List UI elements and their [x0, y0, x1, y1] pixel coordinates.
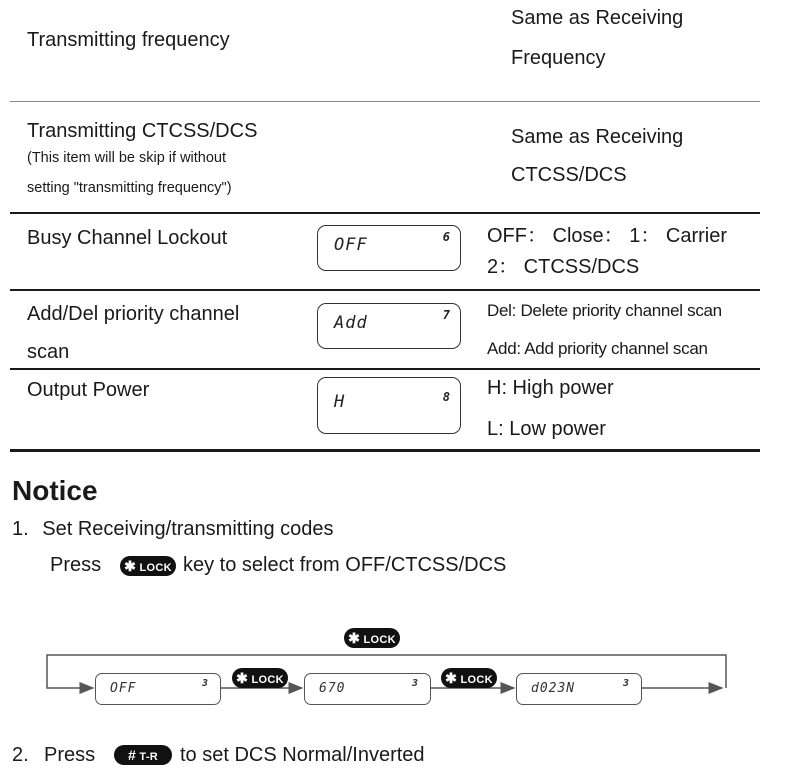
row-desc: CTCSS/DCS: [511, 164, 627, 186]
row-label: Busy Channel Lockout: [27, 227, 228, 249]
lcd-number: 7: [442, 308, 450, 322]
press-instruction: key to select from OFF/CTCSS/DCS: [183, 554, 507, 576]
cycle-display-text: OFF: [110, 681, 137, 696]
row-label: scan: [27, 341, 70, 363]
cycle-diagram: [0, 600, 797, 730]
lcd-display: [317, 303, 461, 349]
row-label: Output Power: [27, 379, 150, 401]
row-desc: Add: Add priority channel scan: [487, 339, 708, 358]
cycle-display-text: d023N: [531, 681, 576, 696]
notice-title: Notice: [12, 475, 98, 506]
row-desc: Frequency: [511, 47, 606, 69]
row-desc: OFF： Close： 1： Carrier: [487, 225, 728, 247]
lock-key-icon: ✱ LOCK: [120, 556, 176, 576]
row-note: setting "transmitting frequency"): [27, 180, 232, 196]
item-text: to set DCS Normal/Inverted: [180, 744, 425, 766]
lcd-display: [317, 377, 461, 434]
table-rule: [10, 289, 760, 291]
table-rule: [10, 368, 760, 370]
press-word: Press: [44, 744, 96, 766]
row-desc: Del: Delete priority channel scan: [487, 301, 722, 320]
cycle-display-number: 3: [201, 678, 208, 689]
lcd-text: OFF: [334, 235, 368, 255]
table-rule: [10, 212, 760, 214]
lcd-number: 8: [442, 390, 450, 404]
row-desc: Same as Receiving: [511, 126, 684, 148]
lcd-text: H: [334, 392, 346, 412]
press-word: Press: [50, 554, 102, 576]
lock-key-icon: ✱ LOCK: [232, 668, 288, 688]
cycle-display: [304, 673, 431, 705]
row-desc: L: Low power: [487, 418, 606, 440]
lock-key-icon: ✱ LOCK: [344, 628, 400, 648]
row-label: Transmitting frequency: [27, 29, 230, 51]
cycle-display: [516, 673, 642, 705]
table-rule: [10, 101, 760, 102]
row-desc: 2： CTCSS/DCS: [487, 256, 640, 278]
tr-key-icon: # T-R: [114, 745, 172, 765]
lcd-display: [317, 225, 461, 271]
item-number: 1.: [12, 518, 29, 540]
lock-key-icon: ✱ LOCK: [441, 668, 497, 688]
row-desc: H: High power: [487, 377, 614, 399]
table-rule: [10, 449, 760, 452]
notice-item-1: [12, 516, 334, 542]
lcd-number: 6: [442, 230, 450, 244]
cycle-display-text: 670: [319, 681, 346, 696]
item-number: 2.: [12, 744, 29, 766]
cycle-display-number: 3: [411, 678, 418, 689]
row-desc: Same as Receiving: [511, 7, 684, 29]
cycle-display: [95, 673, 221, 705]
item-text: Set Receiving/transmitting codes: [42, 518, 334, 540]
row-label: Add/Del priority channel: [27, 303, 240, 325]
row-label: Transmitting CTCSS/DCS: [27, 120, 258, 142]
row-note: (This item will be skip if without: [27, 150, 227, 166]
cycle-display-number: 3: [622, 678, 629, 689]
lcd-text: Add: [334, 313, 368, 333]
